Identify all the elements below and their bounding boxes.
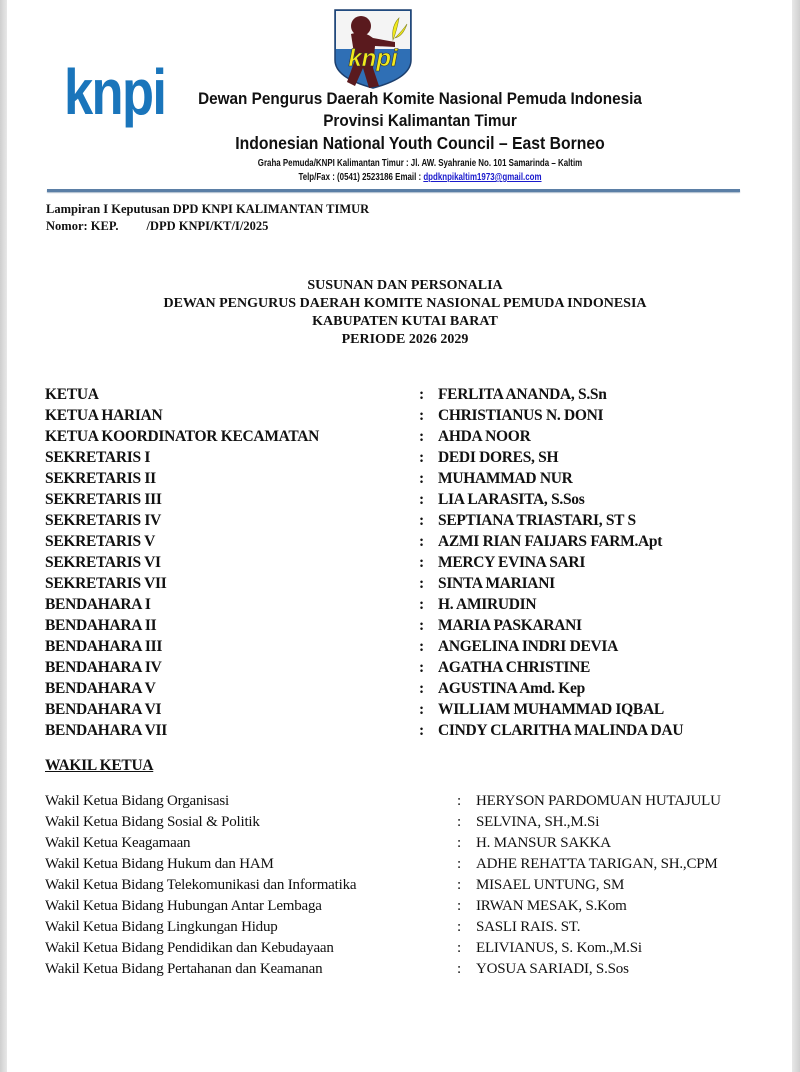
- position-label: BENDAHARA III: [45, 637, 163, 655]
- person-name: ELIVIANUS, S. Kom.,M.Si: [476, 940, 642, 956]
- letterhead-text: [177, 88, 663, 185]
- separator-colon: :: [419, 469, 424, 487]
- separator-colon: :: [419, 448, 424, 466]
- table-row: [45, 938, 765, 959]
- position-label: BENDAHARA I: [45, 595, 151, 613]
- nomor-label: Nomor: KEP.: [46, 219, 119, 233]
- person-name: SINTA MARIANI: [438, 574, 555, 592]
- table-row: [45, 615, 765, 636]
- person-name: SELVINA, SH.,M.Si: [476, 814, 600, 830]
- wakil-ketua-heading: WAKIL KETUA: [45, 757, 154, 774]
- table-row: [45, 678, 765, 699]
- table-row: [45, 552, 765, 573]
- separator-colon: :: [419, 574, 424, 592]
- table-row: [45, 468, 765, 489]
- position-label: SEKRETARIS VI: [45, 553, 161, 571]
- position-label: BENDAHARA II: [45, 616, 157, 634]
- wakil-ketua-list: [45, 791, 765, 980]
- knpi-wordmark-logo: knpi: [64, 56, 166, 128]
- position-label: SEKRETARIS II: [45, 469, 156, 487]
- table-row: [45, 854, 765, 875]
- emblem-text: knpi: [348, 45, 398, 72]
- person-name: HERYSON PARDOMUAN HUTAJULU: [476, 793, 721, 809]
- position-label: SEKRETARIS VII: [45, 574, 167, 592]
- person-name: ADHE REHATTA TARIGAN, SH.,CPM: [476, 856, 718, 872]
- separator-colon: :: [419, 406, 424, 424]
- table-row: [45, 594, 765, 615]
- table-row: [45, 812, 765, 833]
- position-label: Wakil Ketua Bidang Hubungan Antar Lembaga: [45, 898, 322, 914]
- separator-colon: :: [419, 679, 424, 697]
- table-row: [45, 959, 765, 980]
- table-row: [45, 510, 765, 531]
- title-line-2: DEWAN PENGURUS DAERAH KOMITE NASIONAL PEMUDA INDONESIA: [163, 296, 647, 311]
- contact-line: [206, 171, 634, 185]
- separator-colon: :: [457, 835, 461, 851]
- person-name: H. AMIRUDIN: [438, 595, 537, 613]
- position-label: Wakil Ketua Bidang Pendidikan dan Kebudayaan: [45, 940, 334, 956]
- person-name: AHDA NOOR: [438, 427, 531, 445]
- person-name: SASLI RAIS. ST.: [476, 919, 581, 935]
- contact-prefix: Telp/Fax : (0541) 2523186 Email :: [298, 172, 424, 183]
- title-line-1: SUSUNAN DAN PERSONALIA: [307, 278, 503, 293]
- reference-block: [46, 201, 369, 235]
- email-link[interactable]: dpdknpikaltim1973@gmail.com: [423, 172, 542, 183]
- person-name: CHRISTIANUS N. DONI: [438, 406, 604, 424]
- position-label: KETUA: [45, 385, 99, 403]
- english-name: Indonesian National Youth Council – East Borneo: [235, 133, 605, 153]
- table-row: [45, 791, 765, 812]
- document-title: [100, 277, 710, 349]
- person-name: DEDI DORES, SH: [438, 448, 559, 466]
- position-label: Wakil Ketua Bidang Hukum dan HAM: [45, 856, 274, 872]
- lampiran-text: Lampiran I Keputusan DPD KNPI KALIMANTAN TIMUR: [46, 202, 370, 216]
- province-name: Provinsi Kalimantan Timur: [323, 111, 517, 130]
- separator-colon: :: [419, 700, 424, 718]
- nomor-value: /DPD KNPI/KT/I/2025: [146, 219, 269, 233]
- address: Graha Pemuda/KNPI Kalimantan Timur : Jl. AW. Syahranie No. 101 Samarinda – Kaltim: [257, 158, 583, 169]
- table-row: [45, 636, 765, 657]
- position-label: Wakil Ketua Bidang Sosial & Politik: [45, 814, 260, 830]
- table-row: [45, 699, 765, 720]
- person-name: YOSUA SARIADI, S.Sos: [476, 961, 629, 977]
- position-label: BENDAHARA V: [45, 679, 156, 697]
- table-row: [45, 531, 765, 552]
- table-row: [45, 573, 765, 594]
- person-name: AGATHA CHRISTINE: [438, 658, 591, 676]
- page-edge-left: [0, 0, 7, 1072]
- nomor-line: [46, 218, 369, 235]
- position-label: BENDAHARA IV: [45, 658, 162, 676]
- separator-colon: :: [419, 658, 424, 676]
- position-label: Wakil Ketua Bidang Telekomunikasi dan Informatika: [45, 877, 357, 893]
- separator-colon: :: [419, 595, 424, 613]
- person-name: ANGELINA INDRI DEVIA: [438, 637, 619, 655]
- title-line-4: PERIODE 2026 2029: [341, 332, 469, 347]
- separator-colon: :: [457, 961, 461, 977]
- table-row: [45, 657, 765, 678]
- table-row: [45, 384, 765, 405]
- position-label: Wakil Ketua Bidang Organisasi: [45, 793, 229, 809]
- person-name: FERLITA ANANDA, S.Sn: [438, 385, 607, 403]
- separator-colon: :: [419, 490, 424, 508]
- person-name: H. MANSUR SAKKA: [476, 835, 611, 851]
- person-name: MISAEL UNTUNG, SM: [476, 877, 625, 893]
- position-label: SEKRETARIS V: [45, 532, 155, 550]
- person-name: MARIA PASKARANI: [438, 616, 582, 634]
- position-label: SEKRETARIS IV: [45, 511, 161, 529]
- table-row: [45, 896, 765, 917]
- person-name: LIA LARASITA, S.Sos: [438, 490, 585, 508]
- separator-colon: :: [457, 919, 461, 935]
- table-row: [45, 833, 765, 854]
- position-label: Wakil Ketua Bidang Pertahanan dan Keamanan: [45, 961, 323, 977]
- table-row: [45, 720, 765, 741]
- person-name: CINDY CLARITHA MALINDA DAU: [438, 721, 684, 739]
- position-label: SEKRETARIS I: [45, 448, 151, 466]
- position-label: Wakil Ketua Keagamaan: [45, 835, 191, 851]
- separator-colon: :: [419, 385, 424, 403]
- separator-colon: :: [419, 553, 424, 571]
- person-name: MUHAMMAD NUR: [438, 469, 573, 487]
- table-row: [45, 405, 765, 426]
- title-line-3: KABUPATEN KUTAI BARAT: [312, 314, 498, 329]
- table-row: [45, 917, 765, 938]
- person-name: IRWAN MESAK, S.Kom: [476, 898, 627, 914]
- separator-colon: :: [457, 793, 461, 809]
- separator-colon: :: [419, 511, 424, 529]
- separator-colon: :: [457, 877, 461, 893]
- table-row: [45, 447, 765, 468]
- separator-colon: :: [419, 637, 424, 655]
- separator-colon: :: [419, 427, 424, 445]
- table-row: [45, 875, 765, 896]
- org-name: Dewan Pengurus Daerah Komite Nasional Pemuda Indonesia: [198, 89, 642, 108]
- person-name: AGUSTINA Amd. Kep: [438, 679, 585, 697]
- position-label: KETUA KOORDINATOR KECAMATAN: [45, 427, 320, 445]
- position-label: Wakil Ketua Bidang Lingkungan Hidup: [45, 919, 278, 935]
- person-name: WILLIAM MUHAMMAD IQBAL: [438, 700, 664, 718]
- position-label: BENDAHARA VI: [45, 700, 162, 718]
- separator-colon: :: [419, 532, 424, 550]
- position-label: SEKRETARIS III: [45, 490, 162, 508]
- separator-colon: :: [419, 616, 424, 634]
- separator-colon: :: [457, 940, 461, 956]
- separator-colon: :: [457, 898, 461, 914]
- position-label: KETUA HARIAN: [45, 406, 163, 424]
- person-name: AZMI RIAN FAIJARS FARM.Apt: [438, 532, 663, 550]
- separator-colon: :: [457, 814, 461, 830]
- knpi-emblem-logo: [333, 8, 413, 90]
- position-label: BENDAHARA VII: [45, 721, 167, 739]
- pengurus-list: [45, 384, 765, 741]
- person-name: MERCY EVINA SARI: [438, 553, 586, 571]
- page-edge-right: [792, 0, 800, 1072]
- table-row: [45, 426, 765, 447]
- table-row: [45, 489, 765, 510]
- person-name: SEPTIANA TRIASTARI, ST S: [438, 511, 636, 529]
- letterhead-divider: [47, 189, 740, 192]
- separator-colon: :: [419, 721, 424, 739]
- separator-colon: :: [457, 856, 461, 872]
